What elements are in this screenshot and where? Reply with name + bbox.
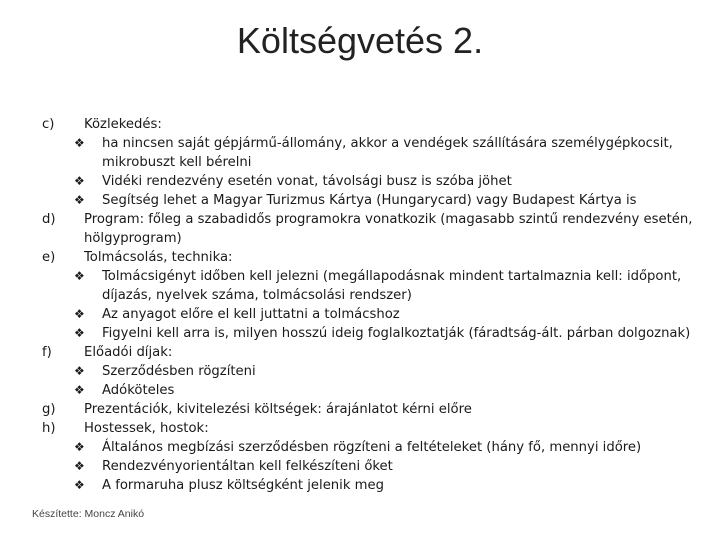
list-item: [42, 191, 702, 210]
list-item-text: Tolmácsigényt időben kell jelezni (megállapodásnak mindent tartalmaznia kell: időpont, díjazás, nyelvek száma, tolmácsolási rendszer): [102, 269, 682, 303]
list-item-text: Általános megbízási szerződésben rögzíteni a feltételeket (hány fő, mennyi időre): [102, 440, 642, 455]
diamond-bullet-icon: ❖: [74, 307, 85, 321]
diamond-bullet-icon: ❖: [74, 364, 85, 378]
list-item-text: Rendezvényorientáltan kell felkészíteni őket: [102, 459, 393, 474]
diamond-bullet-icon: ❖: [74, 326, 85, 340]
diamond-bullet-icon: ❖: [74, 193, 85, 207]
list-item-text: Vidéki rendezvény esetén vonat, távolsági busz is szóba jöhet: [102, 174, 512, 189]
section-e: [42, 248, 702, 267]
section-heading: Előadói díjak:: [84, 345, 173, 360]
author-footer: Készítette: Moncz Anikó: [32, 508, 145, 520]
list-item-text: A formaruha plusz költségként jelenik meg: [102, 478, 384, 493]
budget-list: [42, 115, 702, 495]
section-heading: Hostessek, hostok:: [84, 421, 209, 436]
diamond-bullet-icon: ❖: [74, 478, 85, 492]
list-item-text: ha nincsen saját gépjármű-állomány, akkor a vendégek szállítására személygépkocsit, mikrobuszt kell bérelni: [102, 136, 673, 170]
list-item: [42, 324, 702, 343]
section-f: [42, 343, 702, 362]
diamond-bullet-icon: ❖: [74, 174, 85, 188]
diamond-bullet-icon: ❖: [74, 459, 85, 473]
section-heading: Tolmácsolás, technika:: [84, 250, 233, 265]
section-heading: Közlekedés:: [84, 117, 162, 132]
diamond-bullet-icon: ❖: [74, 383, 85, 397]
section-heading: Prezentációk, kivitelezési költségek: árajánlatot kérni előre: [84, 402, 472, 417]
list-item: [42, 267, 702, 305]
list-item: [42, 172, 702, 191]
section-letter: c): [42, 117, 55, 132]
list-item: [42, 381, 702, 400]
section-d: [42, 210, 702, 248]
list-item: [42, 438, 702, 457]
list-item: [42, 305, 702, 324]
section-letter: f): [42, 345, 52, 360]
diamond-bullet-icon: ❖: [74, 440, 85, 454]
list-item: [42, 134, 702, 172]
section-letter: d): [42, 212, 56, 227]
section-g: [42, 400, 702, 419]
diamond-bullet-icon: ❖: [74, 269, 85, 283]
list-item: [42, 362, 702, 381]
list-item-text: Segítség lehet a Magyar Turizmus Kártya (Hungarycard) vagy Budapest Kártya is: [102, 193, 637, 208]
section-letter: h): [42, 421, 56, 436]
list-item: [42, 457, 702, 476]
section-heading: Program: főleg a szabadidős programokra vonatkozik (magasabb szintű rendezvény esetén, hölgyprogram): [84, 212, 693, 246]
list-item-text: Figyelni kell arra is, milyen hosszú ideig foglalkoztatják (fáradtság-ált. párban dolgoznak): [102, 326, 691, 341]
section-letter: g): [42, 402, 56, 417]
diamond-bullet-icon: ❖: [74, 136, 85, 150]
section-h: [42, 419, 702, 438]
list-item-text: Adóköteles: [102, 383, 175, 398]
section-letter: e): [42, 250, 56, 265]
list-item-text: Az anyagot előre el kell juttatni a tolmácshoz: [102, 307, 400, 322]
section-c: [42, 115, 702, 134]
page-title: Költségvetés 2.: [236, 20, 484, 61]
list-item: [42, 476, 702, 495]
list-item-text: Szerződésben rögzíteni: [102, 364, 256, 379]
